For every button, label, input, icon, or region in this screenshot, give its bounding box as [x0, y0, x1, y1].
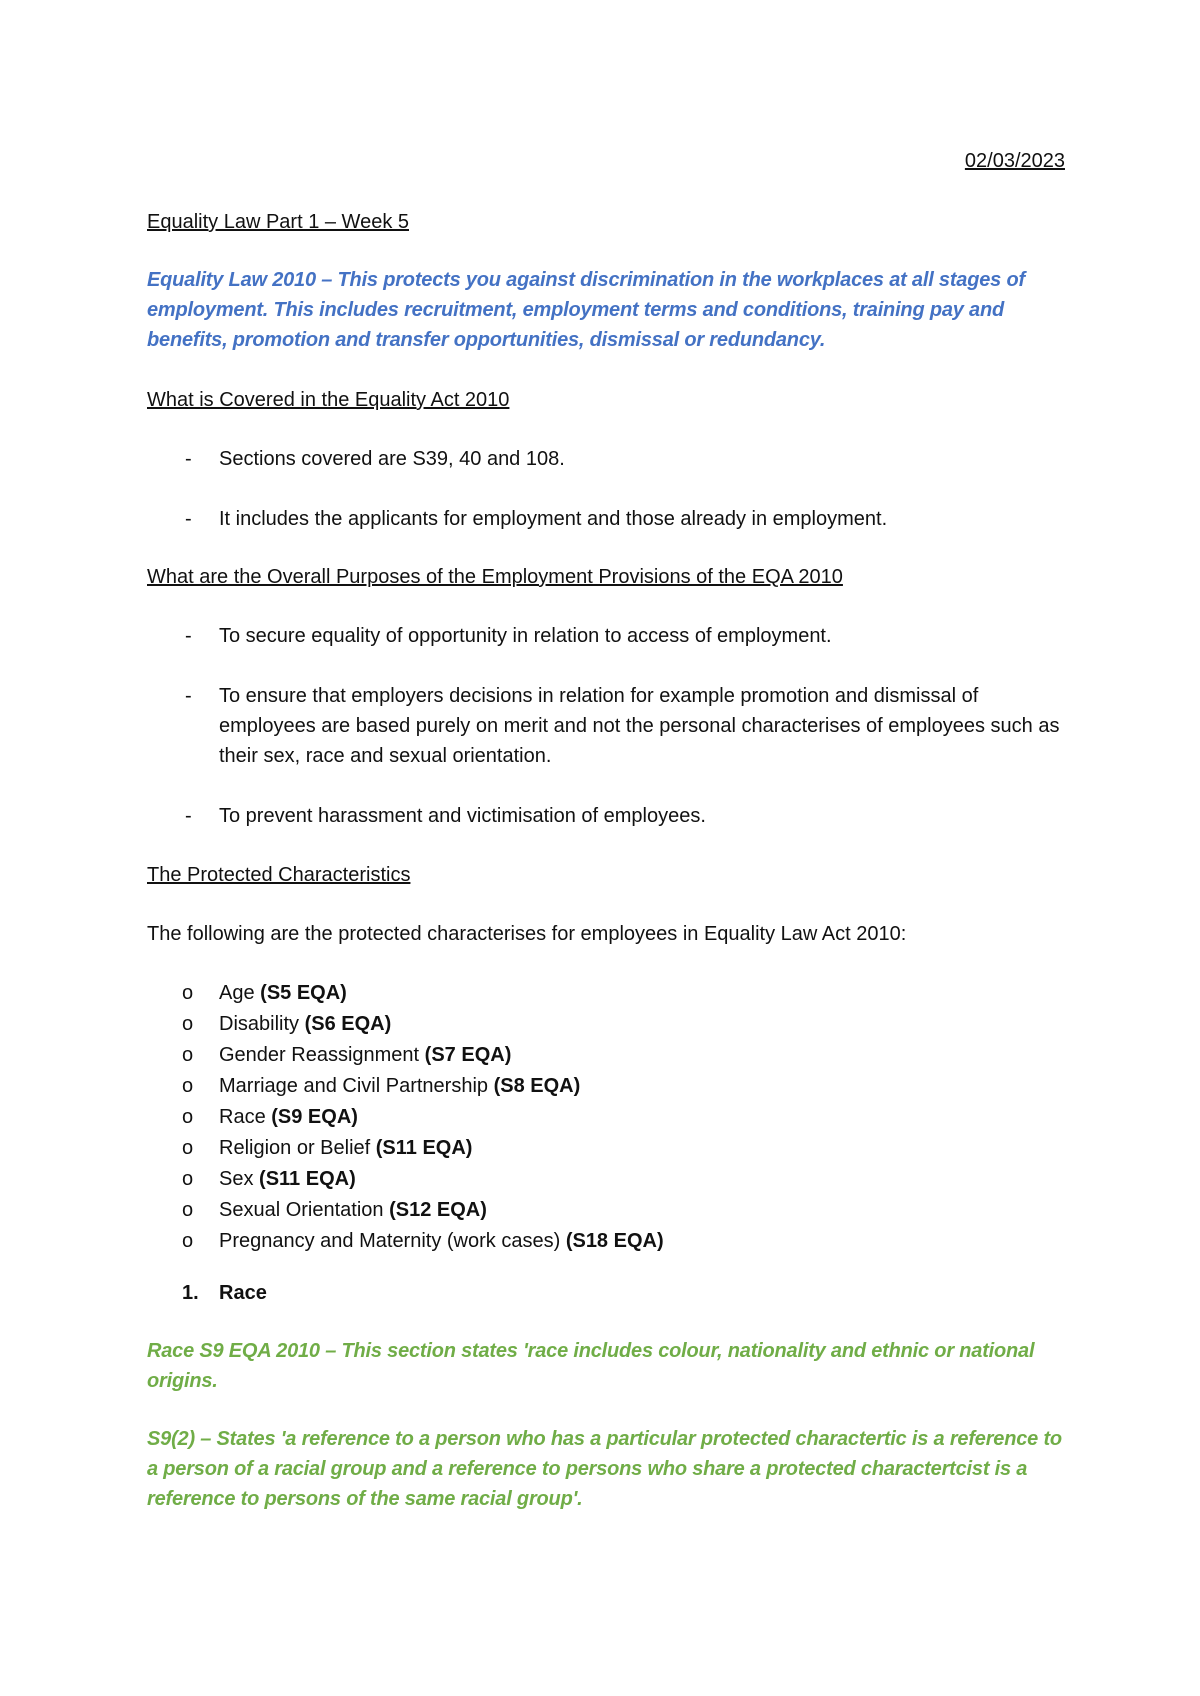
characteristic-ref: (S12 EQA): [389, 1199, 487, 1221]
race-paragraph-2: S9(2) – States 'a reference to a person who has a particular protected charactertic is a reference to a person of a racial group and a reference to persons who share a protected charactertcist is a reference to persons of the same racial group'.: [147, 1428, 1062, 1510]
characteristic-ref: (S18 EQA): [565, 1230, 664, 1252]
characteristic-ref: (S5 EQA): [260, 982, 347, 1004]
characteristic-label: Marriage and Civil Partnership: [219, 1075, 494, 1097]
section-heading-protected: The Protected Characteristics: [147, 864, 411, 886]
circle-bullet-icon: o: [182, 1199, 194, 1221]
list-item: [147, 1071, 664, 1102]
list-item: [147, 444, 1067, 474]
list-item: [147, 504, 1067, 534]
characteristic-label: Gender Reassignment: [219, 1044, 425, 1066]
intro-paragraph: Equality Law 2010 – This protects you against discrimination in the workplaces at all stages of employment. This includes recruitment, employment terms and conditions, training pay and benefits, promotion and transfer opportunities, dismissal or redundancy.: [147, 269, 1025, 351]
circle-bullet-icon: o: [182, 1137, 194, 1159]
characteristic-label: Sexual Orientation: [219, 1199, 390, 1221]
characteristic-label: Age: [219, 982, 261, 1004]
characteristic-ref: (S11 EQA): [375, 1137, 473, 1159]
protected-intro: The following are the protected characterises for employees in Equality Law Act 2010:: [147, 923, 907, 945]
list-item: [147, 621, 1067, 651]
dash-bullet: -: [185, 508, 192, 530]
list-item-text: To ensure that employers decisions in relation for example promotion and dismissal of employees are based purely on merit and not the personal characterises of employees such as their sex, race and sexual orientation.: [219, 685, 1060, 767]
list-item-text: Sections covered are S39, 40 and 108.: [219, 448, 565, 470]
circle-bullet-icon: o: [182, 1044, 194, 1066]
characteristic-ref: (S6 EQA): [304, 1013, 392, 1035]
race-heading-text: Race: [219, 1282, 267, 1304]
section-heading-covered: What is Covered in the Equality Act 2010: [147, 389, 510, 411]
list-item-text: To prevent harassment and victimisation of employees.: [219, 805, 706, 827]
characteristic-ref: (S9 EQA): [271, 1106, 358, 1128]
list-item: [147, 801, 1067, 831]
covered-list: [147, 444, 1067, 534]
characteristic-ref: (S7 EQA): [424, 1044, 512, 1066]
characteristic-label: Race: [219, 1106, 272, 1128]
list-item: [147, 1102, 664, 1133]
dash-bullet: -: [185, 805, 192, 827]
purposes-list: [147, 621, 1067, 831]
list-item: [147, 1195, 664, 1226]
dash-bullet: -: [185, 685, 192, 707]
list-item: [147, 1009, 664, 1040]
section-heading-purposes: What are the Overall Purposes of the Employment Provisions of the EQA 2010: [147, 566, 843, 588]
list-item: [147, 1164, 664, 1195]
protected-characteristics-list: [147, 978, 664, 1257]
race-paragraph-1: Race S9 EQA 2010 – This section states 'race includes colour, nationality and ethnic or national origins.: [147, 1340, 1035, 1392]
list-item: [147, 681, 1067, 771]
list-item: [147, 1133, 664, 1164]
list-item-text: It includes the applicants for employment and those already in employment.: [219, 508, 888, 530]
document-date: 02/03/2023: [964, 150, 1065, 172]
race-heading-number: 1.: [182, 1282, 199, 1304]
dash-bullet: -: [185, 448, 192, 470]
circle-bullet-icon: o: [182, 1168, 194, 1190]
characteristic-ref: (S8 EQA): [493, 1075, 581, 1097]
circle-bullet-icon: o: [182, 1013, 194, 1035]
circle-bullet-icon: o: [182, 1230, 194, 1252]
circle-bullet-icon: o: [182, 982, 194, 1004]
circle-bullet-icon: o: [182, 1106, 194, 1128]
list-item: [147, 978, 664, 1009]
race-heading: [147, 1278, 267, 1308]
document-title: Equality Law Part 1 – Week 5: [147, 211, 409, 233]
list-item: [147, 1226, 664, 1257]
circle-bullet-icon: o: [182, 1075, 194, 1097]
characteristic-label: Religion or Belief: [219, 1137, 376, 1159]
list-item-text: To secure equality of opportunity in relation to access of employment.: [219, 625, 832, 647]
characteristic-label: Pregnancy and Maternity (work cases): [219, 1230, 566, 1252]
characteristic-ref: (S11 EQA): [259, 1168, 356, 1190]
dash-bullet: -: [185, 625, 192, 647]
characteristic-label: Sex: [219, 1168, 260, 1190]
list-item: [147, 1040, 664, 1071]
characteristic-label: Disability: [219, 1013, 305, 1035]
